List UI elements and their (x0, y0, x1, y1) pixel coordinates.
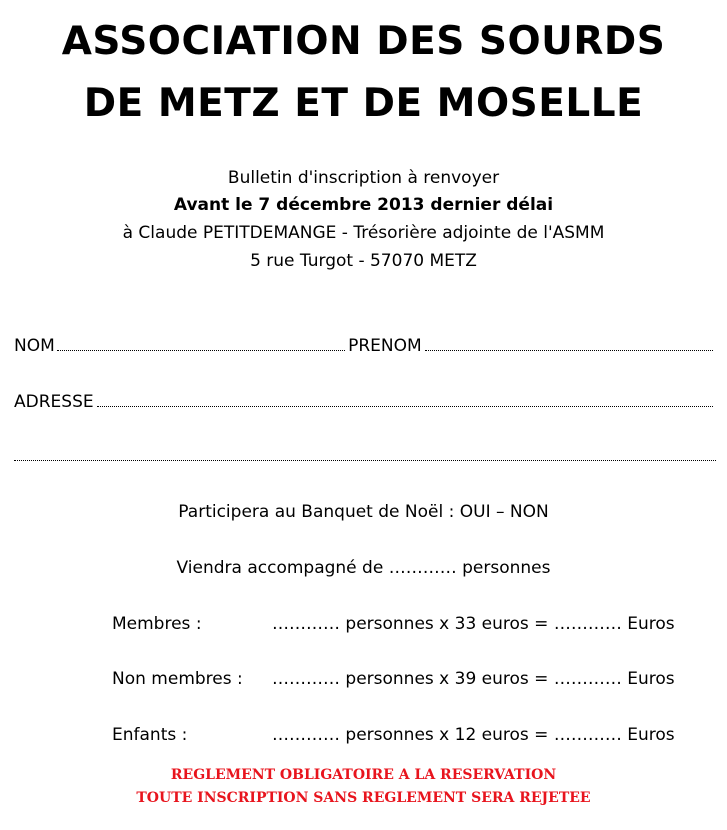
companions-count: Viendra accompagné de ………… personnes (176, 558, 551, 578)
adresse-field-line-2[interactable] (14, 446, 716, 461)
rate-label: Membres : (112, 614, 202, 634)
payment-required-notice: REGLEMENT OBLIGATOIRE A LA RESERVATION (170, 767, 557, 783)
rate-row-children (112, 723, 675, 747)
rate-row-non-members (112, 667, 675, 691)
rejection-notice: TOUTE INSCRIPTION SANS REGLEMENT SERA REJETEE (136, 790, 591, 806)
banquet-participation: Participera au Banquet de Noël : OUI – NON (178, 502, 549, 522)
rate-label: Enfants : (112, 725, 188, 745)
name-row (14, 334, 716, 358)
recipient-address: 5 rue Turgot - 57070 METZ (250, 251, 477, 271)
rate-calculation: ………… personnes x 33 euros = ………… Euros (272, 614, 675, 634)
adresse-label: ADRESSE (14, 392, 94, 412)
association-title-line-2: DE METZ ET DE MOSELLE (83, 81, 644, 126)
association-title-line-1: ASSOCIATION DES SOURDS (61, 19, 666, 64)
prenom-field[interactable] (425, 336, 713, 351)
deadline-text: Avant le 7 décembre 2013 dernier délai (173, 195, 554, 215)
rate-calculation: ………… personnes x 39 euros = ………… Euros (272, 669, 675, 689)
adresse-field[interactable] (97, 392, 713, 407)
rate-row-members (112, 612, 675, 636)
rate-calculation: ………… personnes x 12 euros = ………… Euros (272, 725, 675, 745)
bulletin-intro: Bulletin d'inscription à renvoyer (227, 168, 500, 188)
prenom-label: PRENOM (348, 336, 422, 356)
nom-label: NOM (14, 336, 55, 356)
address-row (14, 390, 716, 414)
rate-label: Non membres : (112, 669, 243, 689)
recipient-text: à Claude PETITDEMANGE - Trésorière adjointe de l'ASMM (122, 223, 605, 243)
nom-field[interactable] (57, 336, 345, 351)
address-row-2 (14, 446, 716, 461)
